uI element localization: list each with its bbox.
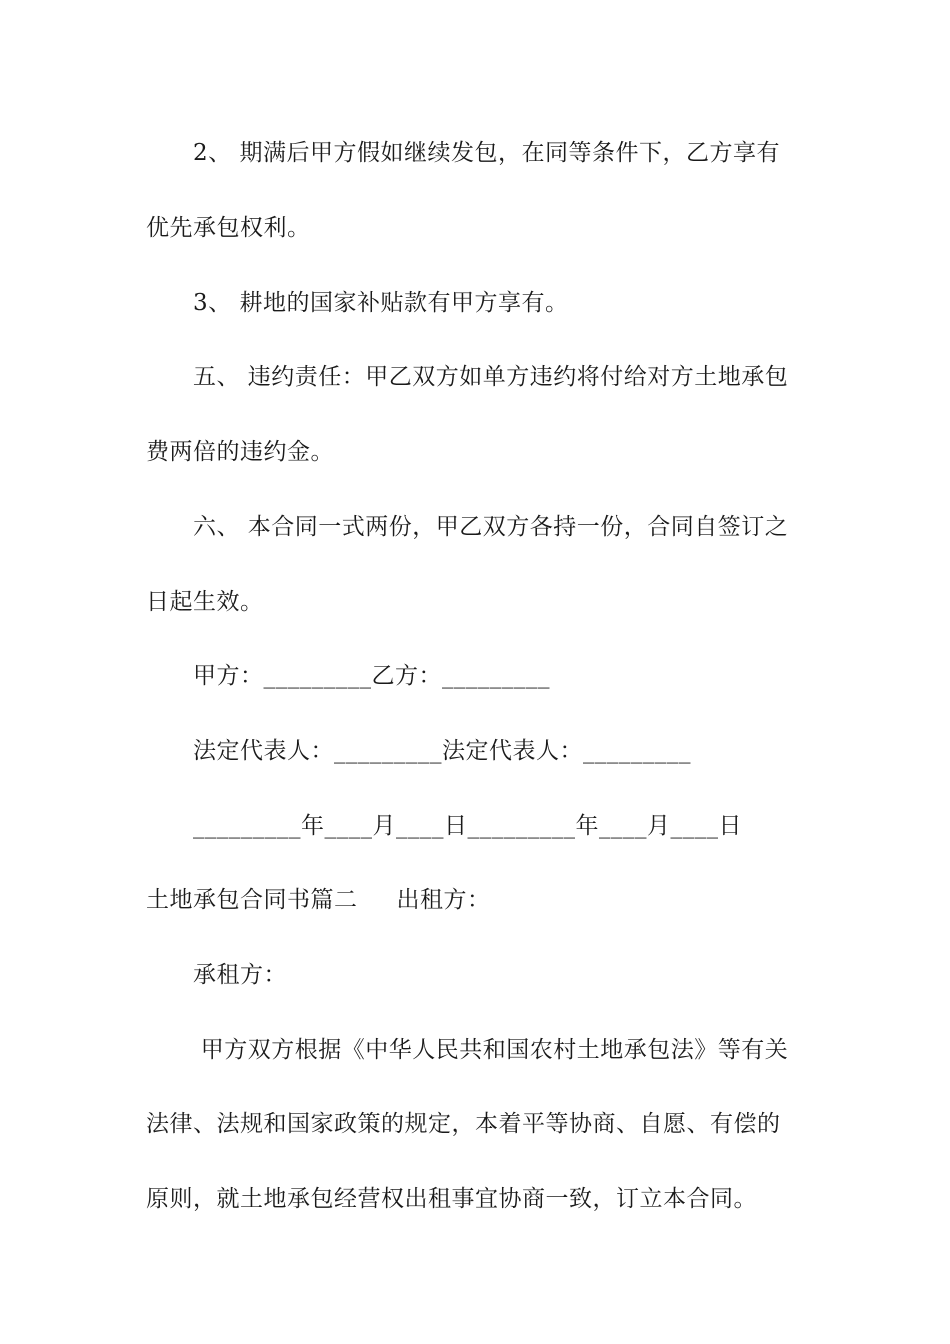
section-6-line-2: 日起生效。 — [146, 589, 264, 615]
clause-3-line: 3、 耕地的国家补贴款有甲方享有。 — [193, 290, 569, 316]
signature-representatives-line: 法定代表人：_________法定代表人：_________ — [193, 738, 691, 764]
preamble-line-1: 甲方双方根据《中华人民共和国农村土地承包法》等有关 — [193, 1037, 789, 1063]
section-5-line-2: 费两倍的违约金。 — [146, 439, 334, 465]
clause-2-line-1: 2、 期满后甲方假如继续发包，在同等条件下，乙方享有 — [193, 140, 780, 166]
signature-dates-line: _________年____月____日_________年____月____日 — [193, 813, 742, 839]
clause-2-line-2: 优先承包权利。 — [146, 215, 311, 241]
preamble-line-2: 法律、法规和国家政策的规定，本着平等协商、自愿、有偿的 — [146, 1111, 781, 1137]
preamble-line-3: 原则，就土地承包经营权出租事宜协商一致，订立本合同。 — [146, 1186, 757, 1212]
signature-parties-line: 甲方：_________乙方：_________ — [193, 663, 550, 689]
section-6-line-1: 六、 本合同一式两份，甲乙双方各持一份，合同自签订之 — [193, 514, 789, 540]
section-5-line-1: 五、 违约责任：甲乙双方如单方违约将付给对方土地承包 — [193, 364, 789, 390]
chapter-2-heading: 土地承包合同书篇二 出租方： — [146, 887, 491, 913]
lessee-line: 承租方： — [193, 962, 287, 988]
